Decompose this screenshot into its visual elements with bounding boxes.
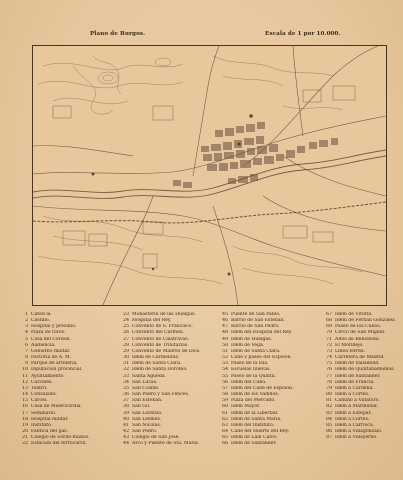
legend-item-label: Idem de Santa María. — [231, 416, 282, 422]
legend-item-number: 33 — [123, 373, 129, 379]
legend-item-label: Idem de Santander. — [231, 441, 277, 447]
legend-column-3 — [216, 312, 326, 447]
legend-item-number: 15 — [22, 398, 28, 404]
legend-item — [320, 435, 403, 441]
legend-item-label: San Cosme. — [132, 385, 160, 391]
legend-item-label: Seminario. — [31, 410, 57, 416]
legend-item-label: San Pedro y San Felices. — [132, 392, 190, 398]
legend-item-number: 12 — [22, 379, 28, 385]
legend-item-number: 86 — [326, 428, 332, 434]
legend-item-label: Idem de Laín Calvo. — [231, 435, 278, 441]
landmarks — [92, 114, 253, 275]
legend-item-label: Paseo de la Isla. — [231, 361, 269, 367]
legend-item-number: 22 — [22, 441, 28, 447]
legend-item-number: 17 — [22, 410, 28, 416]
legend-item-label: Casa de Misericordia. — [31, 404, 82, 410]
legend-item-label: Cárceles. — [31, 379, 53, 385]
city-map[interactable] — [32, 45, 387, 306]
legend-item-number: 67 — [326, 312, 332, 317]
legend-item-label: Idem del Hospital del Rey. — [231, 330, 293, 336]
legend-item-label: Monasterio de las Huelgas. — [132, 312, 196, 317]
legend-item-label: Audiencia. — [31, 342, 56, 348]
legend-item-number: 56 — [222, 379, 228, 385]
legend-item-number: 74 — [326, 355, 332, 361]
legend-item-label: Ayuntamiento. — [31, 373, 65, 379]
legend-item-number: 5 — [25, 336, 28, 342]
legend-item-number: 25 — [123, 324, 129, 330]
legend-item-label: Idem de los Vadillos. — [231, 392, 280, 398]
legend-item-label: Colegio de San José. — [132, 435, 180, 441]
legend-item-label: San Gil. — [132, 404, 151, 410]
legend-item-label: Puente de San Pablo. — [231, 312, 281, 317]
map-header — [0, 31, 403, 43]
legend-item-number: 44 — [123, 441, 129, 447]
legend-item-label: Fábrica del gas. — [31, 428, 69, 434]
legend-item-number: 4 — [25, 330, 28, 336]
legend-item-number: 69 — [326, 324, 332, 330]
legend-item-number: 34 — [123, 379, 129, 385]
legend-item-number: 30 — [123, 355, 129, 361]
legend-item-label: Instituto. — [31, 422, 53, 428]
legend-item-label: Idem del Calle de Espolón. — [231, 385, 294, 391]
legend-item-number: 72 — [326, 342, 332, 348]
legend-item-label: Idem á Cortes. — [335, 416, 370, 422]
legend-item-label: Arco y Puente de Sta. María. — [132, 441, 200, 447]
legend-item-number: 7 — [25, 348, 28, 354]
legend-item-label: Convento de S. Francisco. — [132, 324, 193, 330]
legend-item-label: Idem de Francia. — [335, 379, 375, 385]
legend-item-number: 35 — [123, 385, 129, 391]
legend-item-number: 36 — [123, 392, 129, 398]
legend-item-number: 38 — [123, 404, 129, 410]
legend-item-label: Idem Mayor. — [231, 404, 261, 410]
legend-item-number: 11 — [22, 373, 28, 379]
legend-item-number: 52 — [222, 355, 228, 361]
legend-item-label: Paseo de los Cubos. — [335, 324, 382, 330]
legend-item-label: Cárcel. — [31, 398, 48, 404]
legend-item-label: Idem de Fernán González. — [335, 318, 396, 324]
legend-item-label: Idem á Estépar. — [335, 410, 372, 416]
legend-item-number: 48 — [222, 330, 228, 336]
legend-item-label: Casa del Cordón. — [31, 336, 72, 342]
legend-item-label: Hospital militar. — [31, 416, 69, 422]
legend-item-number: 45 — [222, 312, 228, 317]
legend-item-label: Parque de artillería. — [31, 361, 78, 367]
legend-item-label: Barrio de San Esteban. — [231, 318, 285, 324]
legend-item-label: Cerco de San Miguel. — [335, 330, 386, 336]
legend-item-label: Idem á Cardeña. — [335, 385, 374, 391]
legend-item-label: Idem de Santa Dorotea. — [132, 367, 188, 373]
legend-item-number: 8 — [25, 355, 28, 361]
legend-item-number: 23 — [123, 312, 129, 317]
legend-item-number: 68 — [326, 318, 332, 324]
legend-item-number: 14 — [22, 392, 28, 398]
legend-item-label: San Lesmes. — [132, 416, 162, 422]
legend-item-number: 66 — [222, 441, 228, 447]
legend-item-number: 32 — [123, 367, 129, 373]
legend-item — [16, 441, 120, 447]
legend-item-label: Santa Agueda. — [132, 373, 166, 379]
legend-item-number: 21 — [22, 435, 28, 441]
fields — [53, 86, 355, 268]
legend-item-number: 65 — [222, 435, 228, 441]
legend-item-label: Barrio de San Pedro. — [231, 324, 280, 330]
legend-item-label: Estación del ferrocarril. — [31, 441, 87, 447]
legend-item-number: 29 — [123, 348, 129, 354]
legend-item-label: Idem de Vega. — [231, 342, 265, 348]
legend-item-number: 59 — [222, 398, 228, 404]
legend-item-number: 85 — [326, 422, 332, 428]
legend-item-number: 46 — [222, 318, 228, 324]
legend-item-number: 83 — [326, 410, 332, 416]
legend-item-label: Convento de Trinitarias. — [132, 342, 189, 348]
legend-item-label: Idem á Villagonzalo. — [335, 428, 383, 434]
legend-item-label: Idem á Villayerno. — [335, 435, 378, 441]
legend-column-1 — [16, 312, 120, 447]
railway — [33, 202, 386, 223]
legend-item-number: 24 — [123, 318, 129, 324]
legend-item-label: Idem de Carmelitas. — [132, 355, 180, 361]
legend-item-number: 61 — [222, 410, 228, 416]
legend-item-number: 41 — [123, 422, 129, 428]
legend-item-label: Altos de Rebolleda. — [335, 336, 381, 342]
legend-item-label: San Nicolás. — [132, 422, 162, 428]
legend-item-label: Idem de Santander. — [335, 373, 381, 379]
legend-item-number: 39 — [123, 410, 129, 416]
legend-item-label: Calle y paseo del Espolón. — [231, 355, 293, 361]
legend-item-number: 13 — [22, 385, 28, 391]
legend-item-number: 43 — [123, 435, 129, 441]
legend-item-label: San Esteban. — [132, 398, 163, 404]
legend-item-number: 18 — [22, 416, 28, 422]
legend-item-number: 55 — [222, 373, 228, 379]
legend-item-label: El Morillejo. — [335, 342, 364, 348]
legend-item-number: 31 — [123, 361, 129, 367]
legend-item-label: Idem á Cortes. — [335, 392, 370, 398]
legend-item-number: 20 — [22, 428, 28, 434]
legend-item-label: Paseo de la Quinta. — [231, 373, 276, 379]
legend-item-label: Castillo. — [31, 318, 51, 324]
legend-item-label: Calle del Huerto del Rey. — [231, 428, 290, 434]
legend-item-label: Convento de Madres de Dios. — [132, 348, 201, 354]
legend-item-number: 58 — [222, 392, 228, 398]
legend-item-number: 70 — [326, 330, 332, 336]
legend-item-label: Idem á Marmellar. — [335, 404, 379, 410]
map-scale: Escala de 1 por 10.000. — [265, 31, 341, 37]
map-title: Plano de Burgos. — [90, 31, 146, 37]
legend-item-label: Carretera de Madrid. — [335, 355, 385, 361]
legend-item-number: 28 — [123, 342, 129, 348]
legend-item-label: Diputación provincial. — [31, 367, 83, 373]
legend-item-label: Cated al. — [31, 312, 52, 317]
legend-item-number: 1 — [25, 312, 28, 317]
legend-item-number: 77 — [326, 373, 332, 379]
legend-item — [117, 441, 217, 447]
legend-item-label: Idem de Vitoria. — [335, 312, 373, 317]
legend-item-label: Consulado. — [31, 392, 57, 398]
legend-item-label: Idem del Instituto. — [231, 422, 275, 428]
legend-item-label: Teatro. — [31, 385, 48, 391]
legend-item-number: 3 — [25, 324, 28, 330]
legend-item-number: 73 — [326, 348, 332, 354]
legend-item-number: 54 — [222, 367, 228, 373]
legend-item-number: 81 — [326, 398, 332, 404]
roads — [33, 46, 386, 305]
legend-item-label: Idem á Carrioca. — [335, 422, 375, 428]
map-legend — [16, 312, 402, 477]
legend-item-label: Idem de Santa Clara. — [231, 348, 281, 354]
legend-item-label: Gobierno militar. — [31, 348, 71, 354]
legend-item-label: Idem de Santa Clara. — [132, 361, 182, 367]
legend-item-label: Hospital del Rey. — [132, 318, 172, 324]
legend-item-number: 42 — [123, 428, 129, 434]
legend-item-number: 76 — [326, 367, 332, 373]
legend-item-label: Plaza de toros. — [31, 330, 66, 336]
legend-item-label: San Lucas. — [132, 379, 158, 385]
legend-item-number: 37 — [123, 398, 129, 404]
legend-item-label: Idem de Valladolid. — [335, 361, 380, 367]
legend-item-number: 75 — [326, 361, 332, 367]
legend-item-number: 64 — [222, 428, 228, 434]
legend-item-number: 49 — [222, 336, 228, 342]
legend-item-number: 51 — [222, 348, 228, 354]
legend-item-number: 71 — [326, 336, 332, 342]
legend-item-number: 80 — [326, 392, 332, 398]
legend-item-label: Hospital y presidio. — [31, 324, 77, 330]
legend-item-label: Idem de Huelgas. — [231, 336, 273, 342]
legend-item-label: Convento de Calatravas. — [132, 336, 190, 342]
legend-item-number: 40 — [123, 416, 129, 422]
legend-item-number: 16 — [22, 404, 28, 410]
legend-item-number: 62 — [222, 416, 228, 422]
legend-item-number: 50 — [222, 342, 228, 348]
legend-item-label: Camino á Villatoro. — [335, 398, 380, 404]
legend-item-number: 2 — [25, 318, 28, 324]
legend-item-number: 63 — [222, 422, 228, 428]
legend-item-label: Colegio de Sordo-mudos. — [31, 435, 90, 441]
legend-item-label: Factoría de A. M. — [31, 355, 72, 361]
legend-item-number: 87 — [326, 435, 332, 441]
legend-item-label: Plaza del Mercado. — [231, 398, 276, 404]
legend-item-number: 6 — [25, 342, 28, 348]
legend-item-number: 53 — [222, 361, 228, 367]
legend-item-label: Idem de la Libertad. — [231, 410, 279, 416]
legend-column-4 — [320, 312, 403, 441]
legend-item-number: 60 — [222, 404, 228, 410]
legend-item-number: 79 — [326, 385, 332, 391]
legend-item-label: San Pedro. — [132, 428, 158, 434]
legend-item-number: 26 — [123, 330, 129, 336]
legend-item-number: 9 — [25, 361, 28, 367]
legend-item — [216, 441, 326, 447]
legend-item-number: 78 — [326, 379, 332, 385]
legend-item-number: 10 — [22, 367, 28, 373]
legend-item-number: 27 — [123, 336, 129, 342]
legend-item-label: Escuelas nuevas. — [231, 367, 271, 373]
legend-item-label: San Lorenzo. — [132, 410, 163, 416]
legend-item-label: Convento del Carmen. — [132, 330, 185, 336]
legend-item-number: 57 — [222, 385, 228, 391]
legend-item-number: 19 — [22, 422, 28, 428]
map-drawing — [33, 46, 386, 305]
legend-item-label: Idem de Quintanadueñas. — [335, 367, 395, 373]
legend-item-label: Idem del Cubo. — [231, 379, 267, 385]
legend-item-label: Línea férrea. — [335, 348, 366, 354]
legend-item-number: 84 — [326, 416, 332, 422]
legend-item-number: 47 — [222, 324, 228, 330]
legend-item-number: 82 — [326, 404, 332, 410]
legend-column-2 — [117, 312, 217, 447]
